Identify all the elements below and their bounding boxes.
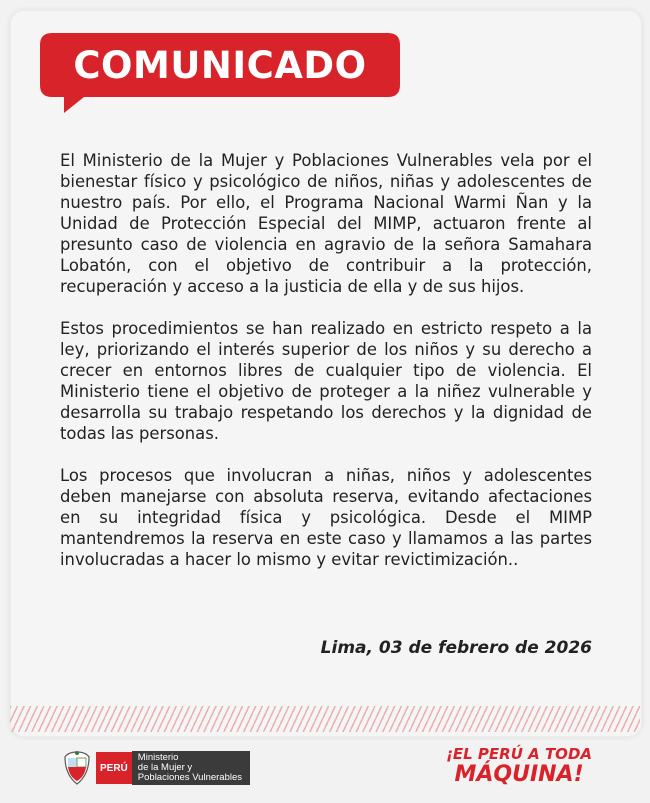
- coat-of-arms-icon: [62, 750, 92, 786]
- ministry-logo: [62, 750, 250, 786]
- slogan-line-2: MÁQUINA!: [454, 762, 584, 787]
- slogan-line-1: ¡EL PERÚ A TODA: [446, 745, 592, 763]
- paragraph-3: Los procesos que involucran a niñas, niños y adolescentes deben manejarse con absoluta reserva, evitando afectaciones en su integridad física y psicológica. Desde el MIMP mantendremos la reserva en este caso y llamamos a las partes involucradas a hacer lo mismo y evitar revictimización..: [60, 466, 592, 569]
- ministry-line-1: Ministerio: [137, 752, 179, 763]
- stripe-divider: [10, 706, 640, 732]
- communique-body: [60, 150, 592, 591]
- paragraph-1: El Ministerio de la Mujer y Poblaciones Vulnerables vela por el bienestar físico y psicológico de niños, niñas y adolescentes de nuestro país. Por ello, el Programa Nacional Warmi Ñan y la Unidad de Protección Especial del MIMP, actuaron frente al presunto caso de violencia en agravio de la señora Samahara Lobatón, con el objetivo de contribuir a la protección, recuperación y acceso a la justicia de ella y de sus hijos.: [60, 151, 592, 296]
- date-line: Lima, 03 de febrero de 2026: [320, 638, 592, 658]
- ministry-line-2: de la Mujer y: [137, 762, 193, 773]
- title-badge: [40, 33, 400, 97]
- ministry-name: [132, 751, 250, 785]
- slogan: [446, 746, 592, 787]
- paragraph-2: Estos procedimientos se han realizado en estricto respeto a la ley, priorizando el interés superior de los niños y su derecho a crecer en entornos libres de cualquier tipo de violencia. El Ministerio tiene el objetivo de proteger a la niñez vulnerable y desarrolla su trabajo respetando los derechos y la dignidad de todas las personas.: [60, 319, 592, 443]
- page-title: COMUNICADO: [73, 43, 367, 87]
- ministry-line-3: Poblaciones Vulnerables: [137, 772, 243, 783]
- country-label: PERÚ: [96, 752, 132, 784]
